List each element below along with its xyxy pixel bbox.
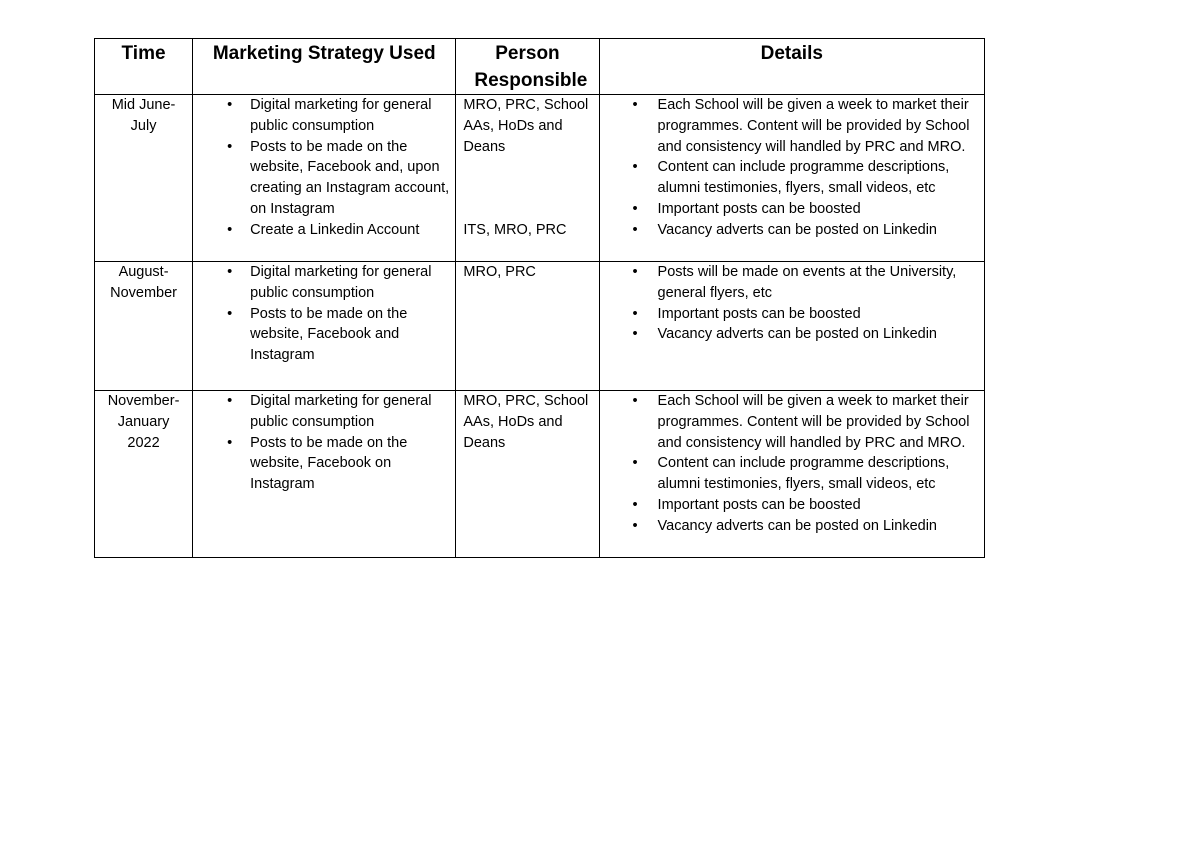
details-cell	[599, 391, 984, 558]
table-row	[95, 391, 985, 558]
list-item: • Posts to be made on the website, Facebook on Instagram	[193, 433, 455, 495]
person-text: MRO, PRC, School AAs, HoDs and Deans	[463, 97, 589, 155]
list-item: • Create a Linkedin Account	[193, 220, 455, 241]
list-item: • Important posts can be boosted	[600, 304, 984, 325]
table-row	[95, 95, 985, 262]
list-item: • Digital marketing for general public consumption	[193, 95, 455, 137]
table-row	[95, 262, 985, 391]
time-text: August-November	[110, 264, 177, 301]
time-cell	[95, 391, 193, 558]
list-item: • Content can include programme descriptions, alumni testimonies, flyers, small videos, etc	[600, 157, 984, 199]
strategy-list	[193, 262, 455, 366]
header-row	[95, 39, 985, 95]
person-text: MRO, PRC	[463, 264, 536, 280]
details-list	[600, 391, 984, 537]
person-cell	[456, 262, 599, 391]
person-text: MRO, PRC, School AAs, HoDs and Deans	[463, 393, 589, 451]
header-details: Details	[599, 39, 984, 95]
person-cell	[456, 95, 599, 262]
list-item: • Content can include programme descriptions, alumni testimonies, flyers, small videos, etc	[600, 453, 984, 495]
header-time: Time	[95, 39, 193, 95]
list-item: • Each School will be given a week to market their programmes. Content will be provided by School and consistency will handled by PRC and MRO.	[600, 95, 984, 157]
person-cell	[456, 391, 599, 558]
list-item: • Posts to be made on the website, Facebook and Instagram	[193, 304, 455, 366]
strategy-cell	[193, 391, 456, 558]
list-item: • Important posts can be boosted	[600, 495, 984, 516]
list-item: • Vacancy adverts can be posted on Linkedin	[600, 516, 984, 537]
marketing-plan-table	[94, 38, 985, 558]
strategy-list	[193, 391, 455, 495]
details-cell	[599, 95, 984, 262]
time-text: November-January 2022	[107, 393, 180, 451]
list-item: • Digital marketing for general public consumption	[193, 391, 455, 433]
time-cell	[95, 95, 193, 262]
list-item: • Posts to be made on the website, Facebook and, upon creating an Instagram account, on Instagram	[193, 137, 455, 220]
list-item: • Vacancy adverts can be posted on Linkedin	[600, 324, 984, 345]
time-text: Mid June-July	[111, 97, 176, 134]
header-person: Person Responsible	[456, 39, 599, 95]
strategy-cell	[193, 262, 456, 391]
list-item: • Vacancy adverts can be posted on Linkedin	[600, 220, 984, 241]
details-cell	[599, 262, 984, 391]
list-item: • Digital marketing for general public consumption	[193, 262, 455, 304]
details-list	[600, 262, 984, 345]
time-cell	[95, 262, 193, 391]
list-item: • Posts will be made on events at the University, general flyers, etc	[600, 262, 984, 304]
details-list	[600, 95, 984, 241]
strategy-list	[193, 95, 455, 241]
header-strategy: Marketing Strategy Used	[193, 39, 456, 95]
list-item: • Important posts can be boosted	[600, 199, 984, 220]
person-text-secondary: ITS, MRO, PRC	[463, 221, 567, 238]
list-item: • Each School will be given a week to market their programmes. Content will be provided by School and consistency will handled by PRC and MRO.	[600, 391, 984, 453]
strategy-cell	[193, 95, 456, 262]
